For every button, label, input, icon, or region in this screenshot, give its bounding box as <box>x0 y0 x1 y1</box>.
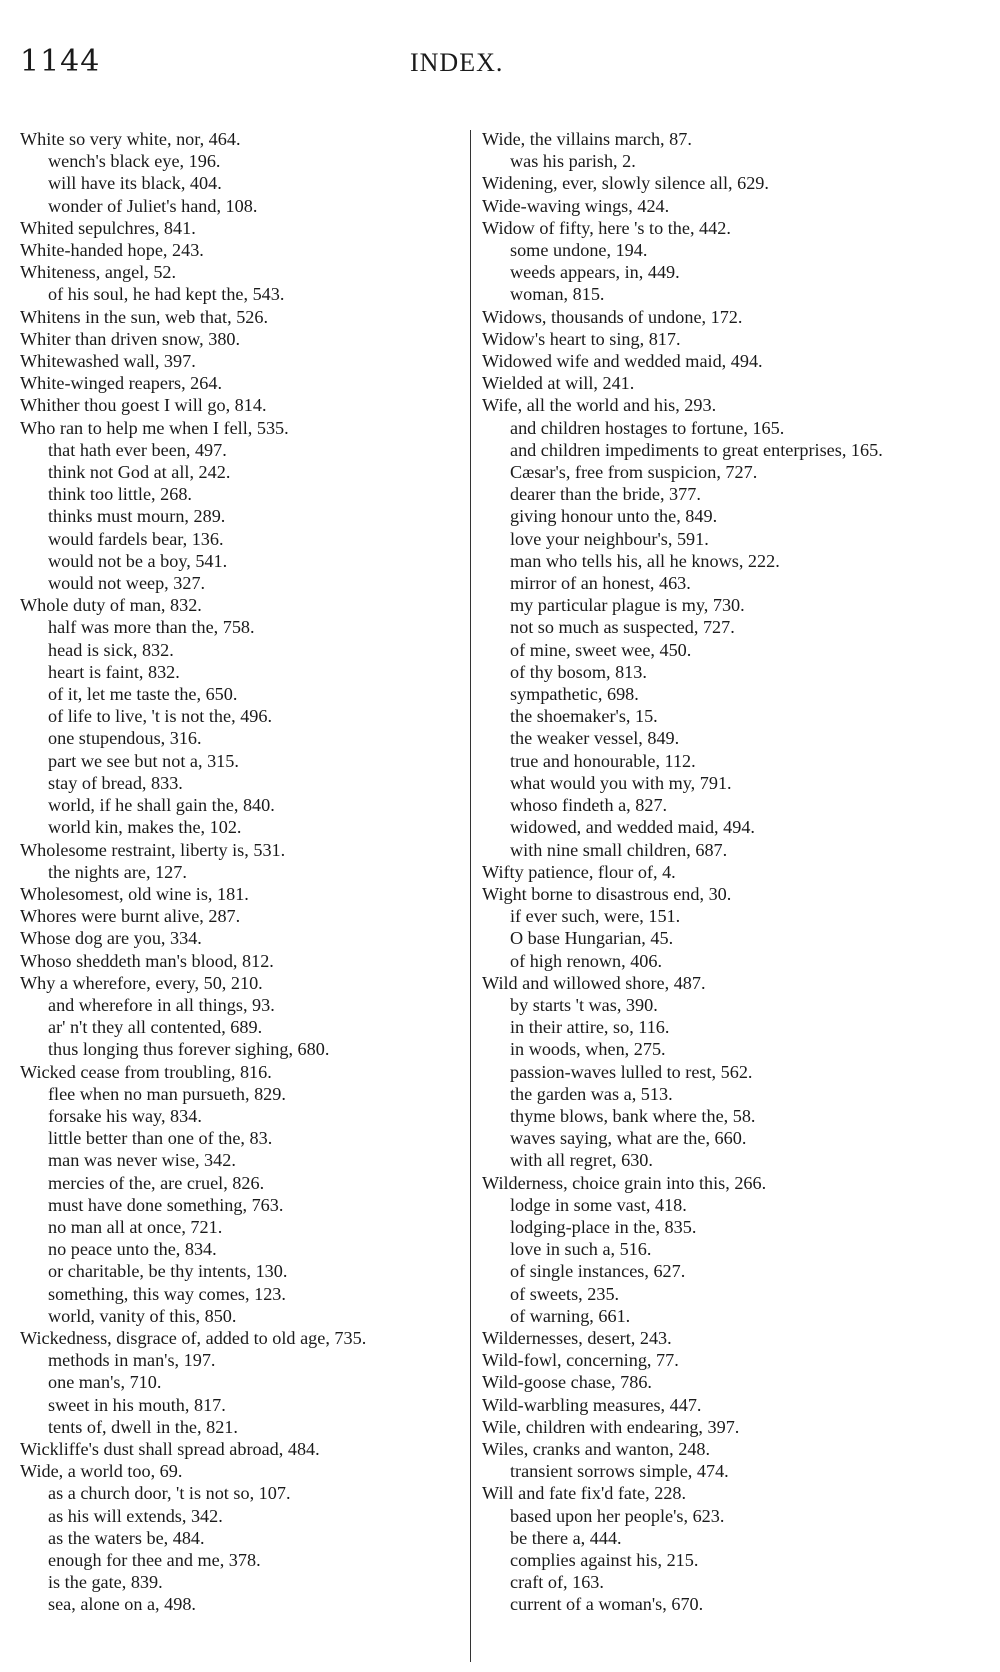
index-subentry: dearer than the bride, 377. <box>510 484 701 505</box>
index-subentry: was his parish, 2. <box>510 151 636 172</box>
index-subentry: as the waters be, 484. <box>48 1527 205 1548</box>
index-entry: Widow of fifty, here 's to the, 442. <box>482 217 731 238</box>
index-subentry: no man all at once, 721. <box>48 1216 223 1237</box>
index-entry: Whose dog are you, 334. <box>20 928 202 949</box>
index-subentry: flee when no man pursueth, 829. <box>48 1083 286 1104</box>
index-subentry: the weaker vessel, 849. <box>510 728 680 749</box>
index-subentry: as a church door, 't is not so, 107. <box>48 1483 291 1504</box>
index-entry: Wild-goose chase, 786. <box>482 1372 652 1393</box>
index-subentry: love in such a, 516. <box>510 1239 652 1260</box>
index-subentry: enough for thee and me, 378. <box>48 1550 261 1570</box>
index-subentry: lodging-place in the, 835. <box>510 1216 697 1237</box>
index-subentry: world kin, makes the, 102. <box>48 817 242 838</box>
index-entry: Whores were burnt alive, 287. <box>20 906 241 927</box>
index-subentry: thinks must mourn, 289. <box>48 506 226 527</box>
index-entry: Wiles, cranks and wanton, 248. <box>482 1438 711 1459</box>
index-subentry: heart is faint, 832. <box>48 661 180 682</box>
index-subentry: methods in man's, 197. <box>48 1350 216 1371</box>
index-entry: Wildernesses, desert, 243. <box>482 1327 672 1348</box>
index-entry: Wide-waving wings, 424. <box>482 195 670 216</box>
index-subentry: woman, 815. <box>510 284 605 305</box>
index-subentry: part we see but not a, 315. <box>48 750 239 771</box>
index-subentry: of sweets, 235. <box>510 1283 620 1304</box>
index-entry: Who ran to help me when I fell, 535. <box>20 417 289 438</box>
index-entry: Wielded at will, 241. <box>482 373 635 394</box>
column-divider <box>470 130 471 1662</box>
index-subentry: not so much as suspected, 727. <box>510 617 735 638</box>
index-subentry: as his will extends, 342. <box>48 1505 223 1526</box>
index-entry: Wifty patience, flour of, 4. <box>482 861 676 882</box>
index-subentry: or charitable, be thy intents, 130. <box>48 1261 288 1282</box>
index-subentry: man who tells his, all he knows, 222. <box>510 550 780 571</box>
index-entry: Widowed wife and wedded maid, 494. <box>482 351 763 372</box>
index-entry: Wholesomest, old wine is, 181. <box>20 883 249 904</box>
index-subentry: one man's, 710. <box>48 1372 162 1393</box>
index-subentry: the garden was a, 513. <box>510 1083 673 1104</box>
index-subentry: would not weep, 327. <box>48 573 206 594</box>
index-subentry: of it, let me taste the, 650. <box>48 684 238 705</box>
index-entry: Wide, a world too, 69. <box>20 1461 183 1482</box>
index-subentry: the nights are, 127. <box>48 861 187 882</box>
index-subentry: with nine small children, 687. <box>510 839 728 860</box>
index-entry: Wile, children with endearing, 397. <box>482 1416 740 1437</box>
index-subentry: little better than one of the, 83. <box>48 1128 273 1149</box>
index-subentry: something, this way comes, 123. <box>48 1283 286 1304</box>
index-subentry: weeds appears, in, 449. <box>510 262 680 283</box>
index-subentry: widowed, and wedded maid, 494. <box>510 817 755 838</box>
index-subentry: sea, alone on a, 498. <box>48 1594 196 1615</box>
index-subentry: whoso findeth a, 827. <box>510 795 668 816</box>
index-subentry: be there a, 444. <box>510 1527 622 1548</box>
index-subentry: in woods, when, 275. <box>510 1039 666 1060</box>
index-subentry: no peace unto the, 834. <box>48 1239 217 1260</box>
index-subentry: world, vanity of this, 850. <box>48 1305 237 1326</box>
index-subentry: some undone, 194. <box>510 240 648 261</box>
index-subentry: sweet in his mouth, 817. <box>48 1394 226 1415</box>
index-subentry: ar' n't they all contented, 689. <box>48 1017 263 1038</box>
index-subentry: true and honourable, 112. <box>510 750 696 771</box>
index-subentry: transient sorrows simple, 474. <box>510 1461 729 1482</box>
index-subentry: based upon her people's, 623. <box>510 1505 725 1526</box>
index-entry: Widow's heart to sing, 817. <box>482 328 681 349</box>
index-subentry: and children impediments to great enterprises, 165. <box>510 439 883 460</box>
index-subentry: Cæsar's, free from suspicion, 727. <box>510 462 758 483</box>
index-entry: Wickedness, disgrace of, added to old age, 735. <box>20 1327 367 1348</box>
index-subentry: by starts 't was, 390. <box>510 994 658 1015</box>
index-subentry: sympathetic, 698. <box>510 684 639 705</box>
index-entry: Whoso sheddeth man's blood, 812. <box>20 950 274 971</box>
index-subentry: of thy bosom, 813. <box>510 661 647 682</box>
index-subentry: half was more than the, 758. <box>48 617 255 638</box>
index-subentry: of single instances, 627. <box>510 1261 686 1282</box>
index-entry: Whited sepulchres, 841. <box>20 217 196 238</box>
index-subentry: what would you with my, 791. <box>510 772 732 793</box>
index-entry: Wilderness, choice grain into this, 266. <box>482 1172 767 1193</box>
index-entry: Wild-fowl, concerning, 77. <box>482 1350 679 1371</box>
index-subentry: forsake his way, 834. <box>48 1105 202 1126</box>
index-subentry: passion-waves lulled to rest, 562. <box>510 1061 753 1082</box>
index-subentry: tents of, dwell in the, 821. <box>48 1416 238 1437</box>
index-entry: Whiter than driven snow, 380. <box>20 328 241 349</box>
index-entry: Whitens in the sun, web that, 526. <box>20 306 269 327</box>
index-subentry: man was never wise, 342. <box>48 1150 236 1171</box>
index-subentry: complies against his, 215. <box>510 1550 699 1570</box>
index-subentry: giving honour unto the, 849. <box>510 506 718 527</box>
index-subentry: must have done something, 763. <box>48 1194 284 1215</box>
index-entry: Whole duty of man, 832. <box>20 595 202 616</box>
index-subentry: stay of bread, 833. <box>48 772 183 793</box>
index-subentry: wonder of Juliet's hand, 108. <box>48 195 258 216</box>
index-subentry: of mine, sweet wee, 450. <box>510 639 692 660</box>
index-entry: Will and fate fix'd fate, 228. <box>482 1483 687 1504</box>
index-subentry: wench's black eye, 196. <box>48 151 221 172</box>
index-entry: Wife, all the world and his, 293. <box>482 395 717 416</box>
index-subentry: and children hostages to fortune, 165. <box>510 417 785 438</box>
index-subentry: thus longing thus forever sighing, 680. <box>48 1039 330 1060</box>
index-subentry: the shoemaker's, 15. <box>510 706 658 727</box>
index-entry: White so very white, nor, 464. <box>20 129 241 149</box>
index-entry: Why a wherefore, every, 50, 210. <box>20 972 263 993</box>
index-subentry: thyme blows, bank where the, 58. <box>510 1105 756 1126</box>
index-entry: White-handed hope, 243. <box>20 240 204 261</box>
index-column-right <box>482 128 937 1616</box>
index-subentry: mirror of an honest, 463. <box>510 573 691 594</box>
index-subentry: in their attire, so, 116. <box>510 1017 670 1038</box>
index-subentry: is the gate, 839. <box>48 1572 163 1593</box>
index-subentry: head is sick, 832. <box>48 639 174 660</box>
index-subentry: of his soul, he had kept the, 543. <box>48 284 285 305</box>
index-subentry: mercies of the, are cruel, 826. <box>48 1172 265 1193</box>
index-entry: Whiteness, angel, 52. <box>20 262 177 283</box>
index-subentry: waves saying, what are the, 660. <box>510 1128 747 1149</box>
index-entry: Wild-warbling measures, 447. <box>482 1394 702 1415</box>
index-subentry: O base Hungarian, 45. <box>510 928 674 949</box>
index-subentry: if ever such, were, 151. <box>510 906 681 927</box>
index-subentry: and wherefore in all things, 93. <box>48 994 275 1015</box>
index-entry: Wholesome restraint, liberty is, 531. <box>20 839 286 860</box>
index-subentry: craft of, 163. <box>510 1572 604 1593</box>
running-head: INDEX. <box>410 48 504 77</box>
index-entry: Widening, ever, slowly silence all, 629. <box>482 173 769 194</box>
index-entry: Wickliffe's dust shall spread abroad, 484. <box>20 1438 320 1459</box>
index-subentry: will have its black, 404. <box>48 173 222 194</box>
index-subentry: would not be a boy, 541. <box>48 550 228 571</box>
index-subentry: of high renown, 406. <box>510 950 663 971</box>
index-subentry: world, if he shall gain the, 840. <box>48 795 275 816</box>
index-entry: Wide, the villains march, 87. <box>482 129 692 149</box>
index-subentry: of warning, 661. <box>510 1305 631 1326</box>
index-entry: Widows, thousands of undone, 172. <box>482 306 743 327</box>
index-subentry: would fardels bear, 136. <box>48 528 224 549</box>
index-subentry: think not God at all, 242. <box>48 462 231 483</box>
index-subentry: with all regret, 630. <box>510 1150 653 1171</box>
page-number: 1144 <box>20 44 101 79</box>
index-subentry: of life to live, 't is not the, 496. <box>48 706 273 727</box>
index-entry: Wicked cease from troubling, 816. <box>20 1061 272 1082</box>
index-entry: Wight borne to disastrous end, 30. <box>482 883 732 904</box>
index-entry: Whitewashed wall, 397. <box>20 351 196 372</box>
index-subentry: that hath ever been, 497. <box>48 439 227 460</box>
index-column-left <box>20 128 468 1616</box>
index-subentry: love your neighbour's, 591. <box>510 528 709 549</box>
index-subentry: think too little, 268. <box>48 484 192 505</box>
index-subentry: one stupendous, 316. <box>48 728 202 749</box>
index-entry: White-winged reapers, 264. <box>20 373 223 394</box>
index-entry: Whither thou goest I will go, 814. <box>20 395 267 416</box>
index-subentry: my particular plague is my, 730. <box>510 595 745 616</box>
index-entry: Wild and willowed shore, 487. <box>482 972 706 993</box>
index-subentry: current of a woman's, 670. <box>510 1594 704 1615</box>
index-subentry: lodge in some vast, 418. <box>510 1194 687 1215</box>
